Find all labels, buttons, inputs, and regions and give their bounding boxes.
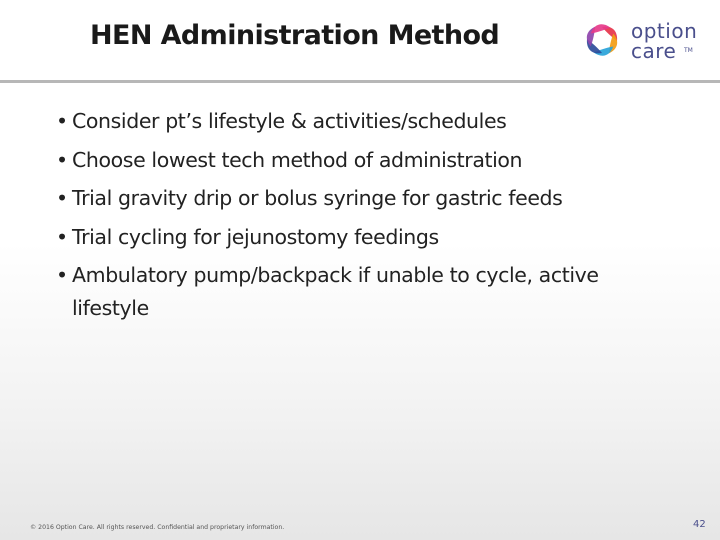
option-care-logo bbox=[580, 17, 710, 69]
bullet-text: Ambulatory pump/backpack if unable to cycle, active bbox=[72, 263, 599, 287]
bullet-text: Consider pt’s lifestyle & activities/schedules bbox=[72, 109, 507, 133]
bullet-item bbox=[56, 141, 696, 180]
bullet-marker: • bbox=[56, 147, 68, 172]
bullet-item bbox=[56, 256, 696, 325]
bullet-marker: • bbox=[56, 224, 68, 249]
logo-word-care: care bbox=[631, 39, 677, 63]
pinwheel-logo-icon bbox=[580, 18, 624, 62]
slide-header bbox=[0, 0, 720, 80]
bullet-item bbox=[56, 218, 696, 257]
header-divider bbox=[0, 80, 720, 83]
bullet-list bbox=[56, 102, 696, 325]
bullet-item bbox=[56, 179, 696, 218]
bullet-item bbox=[56, 102, 696, 141]
bullet-marker: • bbox=[56, 109, 68, 133]
copyright-footer: © 2016 Option Care. All rights reserved. Confidential and proprietary information. bbox=[30, 524, 285, 531]
logo-word-option: option bbox=[631, 19, 698, 43]
bullet-text: Trial cycling for jejunostomy feedings bbox=[72, 224, 439, 249]
bullet-text: Trial gravity drip or bolus syringe for gastric feeds bbox=[72, 186, 563, 210]
slide-title: HEN Administration Method bbox=[90, 20, 500, 51]
bullet-text-continuation: lifestyle bbox=[72, 295, 149, 320]
logo-trademark: TM bbox=[684, 47, 693, 54]
bullet-marker: • bbox=[56, 186, 68, 210]
bullet-text: Choose lowest tech method of administration bbox=[72, 147, 523, 172]
page-number: 42 bbox=[693, 519, 706, 530]
bullet-marker: • bbox=[56, 263, 68, 287]
